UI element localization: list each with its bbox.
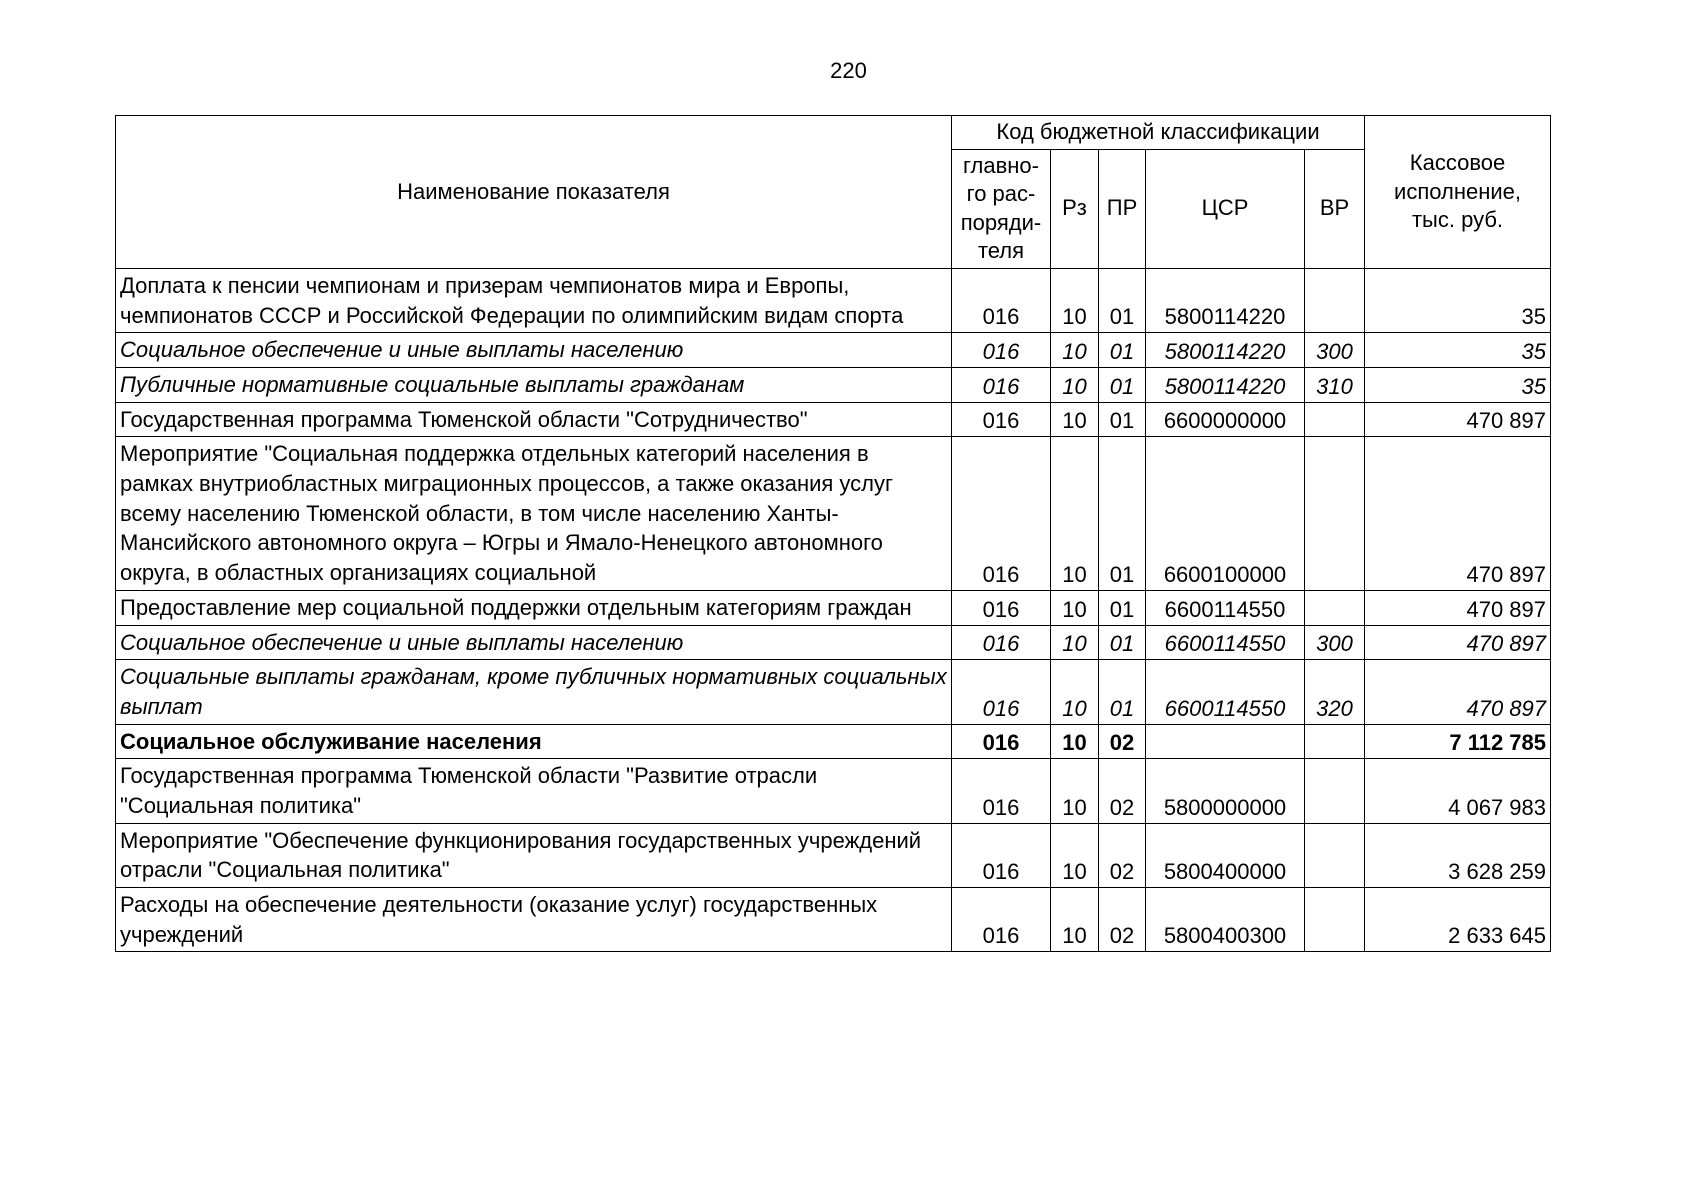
header-csr: ЦСР [1146, 149, 1305, 268]
row-gr-code: 016 [952, 660, 1051, 724]
row-gr-code: 016 [952, 268, 1051, 332]
row-rz-code: 10 [1051, 368, 1099, 403]
row-name: Расходы на обеспечение деятельности (оказание услуг) государственных учреждений [116, 888, 952, 952]
table-row [116, 660, 1551, 724]
row-pr-code: 02 [1099, 823, 1146, 887]
row-name: Социальное обеспечение и иные выплаты населению [116, 333, 952, 368]
table-row [116, 590, 1551, 625]
row-rz-code: 10 [1051, 823, 1099, 887]
table-row [116, 368, 1551, 403]
row-amount: 35 [1365, 333, 1551, 368]
row-rz-code: 10 [1051, 625, 1099, 660]
row-csr-code: 5800114220 [1146, 268, 1305, 332]
row-csr-code: 6600100000 [1146, 437, 1305, 590]
row-vr-code: 310 [1305, 368, 1365, 403]
row-csr-code: 5800400000 [1146, 823, 1305, 887]
page-number: 220 [830, 58, 867, 83]
row-name: Предоставление мер социальной поддержки отдельным категориям граждан [116, 590, 952, 625]
header-code-group: Код бюджетной классификации [952, 116, 1365, 150]
table-row [116, 402, 1551, 437]
row-rz-code: 10 [1051, 888, 1099, 952]
row-csr-code [1146, 724, 1305, 759]
table-row [116, 724, 1551, 759]
table-row [116, 333, 1551, 368]
row-csr-code: 5800114220 [1146, 368, 1305, 403]
row-amount: 470 897 [1365, 625, 1551, 660]
row-name: Социальные выплаты гражданам, кроме публичных нормативных социальных выплат [116, 660, 952, 724]
row-csr-code: 6600114550 [1146, 660, 1305, 724]
row-name: Публичные нормативные социальные выплаты гражданам [116, 368, 952, 403]
row-vr-code [1305, 888, 1365, 952]
table-row [116, 888, 1551, 952]
row-pr-code: 01 [1099, 437, 1146, 590]
header-gr [952, 149, 1051, 268]
row-vr-code [1305, 823, 1365, 887]
row-name: Доплата к пенсии чемпионам и призерам чемпионатов мира и Европы, чемпионатов СССР и Российской Федерации по олимпийским видам спорта [116, 268, 952, 332]
row-csr-code: 6600000000 [1146, 402, 1305, 437]
row-vr-code: 300 [1305, 333, 1365, 368]
row-gr-code: 016 [952, 590, 1051, 625]
row-pr-code: 01 [1099, 368, 1146, 403]
row-amount: 35 [1365, 368, 1551, 403]
row-name: Государственная программа Тюменской области "Развитие отрасли "Социальная политика" [116, 759, 952, 823]
row-amount: 2 633 645 [1365, 888, 1551, 952]
row-vr-code [1305, 759, 1365, 823]
row-rz-code: 10 [1051, 437, 1099, 590]
row-pr-code: 01 [1099, 402, 1146, 437]
row-pr-code: 01 [1099, 660, 1146, 724]
row-csr-code: 5800400300 [1146, 888, 1305, 952]
header-amount-line-3: тыс. руб. [1411, 207, 1504, 233]
row-rz-code: 10 [1051, 268, 1099, 332]
header-gr-line-4: теля [977, 238, 1025, 264]
row-vr-code [1305, 402, 1365, 437]
header-gr-line-2: го рас- [966, 181, 1036, 207]
row-vr-code [1305, 268, 1365, 332]
table-row [116, 759, 1551, 823]
row-pr-code: 01 [1099, 333, 1146, 368]
table-body [116, 268, 1551, 951]
row-csr-code: 5800000000 [1146, 759, 1305, 823]
header-amount [1365, 116, 1551, 269]
header-rz: Рз [1051, 149, 1099, 268]
row-gr-code: 016 [952, 402, 1051, 437]
header-gr-line-1: главно- [962, 152, 1039, 178]
row-vr-code: 300 [1305, 625, 1365, 660]
row-rz-code: 10 [1051, 724, 1099, 759]
row-gr-code: 016 [952, 368, 1051, 403]
row-rz-code: 10 [1051, 333, 1099, 368]
table-row [116, 437, 1551, 590]
row-amount: 470 897 [1365, 660, 1551, 724]
row-amount: 470 897 [1365, 402, 1551, 437]
row-amount: 470 897 [1365, 437, 1551, 590]
header-pr: ПР [1099, 149, 1146, 268]
row-rz-code: 10 [1051, 402, 1099, 437]
header-gr-line-3: поряди- [960, 209, 1042, 235]
header-name: Наименование показателя [116, 116, 952, 269]
row-name: Государственная программа Тюменской области "Сотрудничество" [116, 402, 952, 437]
row-gr-code: 016 [952, 625, 1051, 660]
row-rz-code: 10 [1051, 660, 1099, 724]
row-pr-code: 01 [1099, 625, 1146, 660]
row-rz-code: 10 [1051, 590, 1099, 625]
row-gr-code: 016 [952, 823, 1051, 887]
row-gr-code: 016 [952, 333, 1051, 368]
row-vr-code [1305, 724, 1365, 759]
row-vr-code: 320 [1305, 660, 1365, 724]
row-amount: 7 112 785 [1365, 724, 1551, 759]
budget-table [115, 115, 1551, 952]
row-rz-code: 10 [1051, 759, 1099, 823]
table-row [116, 823, 1551, 887]
row-name: Мероприятие "Социальная поддержка отдельных категорий населения в рамках внутриобластных миграционных процессов, а также оказания услуг всему населению Тюменской области, в том числе населению Ханты-Мансийского автономного округа – Югры и Ямало-Ненецкого автономного округа, в областных организациях социальной [116, 437, 952, 590]
row-csr-code: 5800114220 [1146, 333, 1305, 368]
row-gr-code: 016 [952, 759, 1051, 823]
row-pr-code: 01 [1099, 268, 1146, 332]
row-amount: 3 628 259 [1365, 823, 1551, 887]
header-amount-line-1: Кассовое [1409, 150, 1506, 176]
row-amount: 470 897 [1365, 590, 1551, 625]
row-name: Социальное обслуживание населения [116, 724, 952, 759]
row-pr-code: 01 [1099, 590, 1146, 625]
row-gr-code: 016 [952, 724, 1051, 759]
row-pr-code: 02 [1099, 724, 1146, 759]
row-vr-code [1305, 437, 1365, 590]
row-vr-code [1305, 590, 1365, 625]
row-csr-code: 6600114550 [1146, 590, 1305, 625]
table-row [116, 268, 1551, 332]
row-gr-code: 016 [952, 437, 1051, 590]
table-row [116, 625, 1551, 660]
row-amount: 4 067 983 [1365, 759, 1551, 823]
row-amount: 35 [1365, 268, 1551, 332]
row-csr-code: 6600114550 [1146, 625, 1305, 660]
header-amount-line-2: исполнение, [1394, 178, 1521, 204]
row-gr-code: 016 [952, 888, 1051, 952]
row-name: Социальное обеспечение и иные выплаты населению [116, 625, 952, 660]
row-name: Мероприятие "Обеспечение функционирования государственных учреждений отрасли "Социальная политика" [116, 823, 952, 887]
row-pr-code: 02 [1099, 888, 1146, 952]
row-pr-code: 02 [1099, 759, 1146, 823]
header-vr: ВР [1305, 149, 1365, 268]
